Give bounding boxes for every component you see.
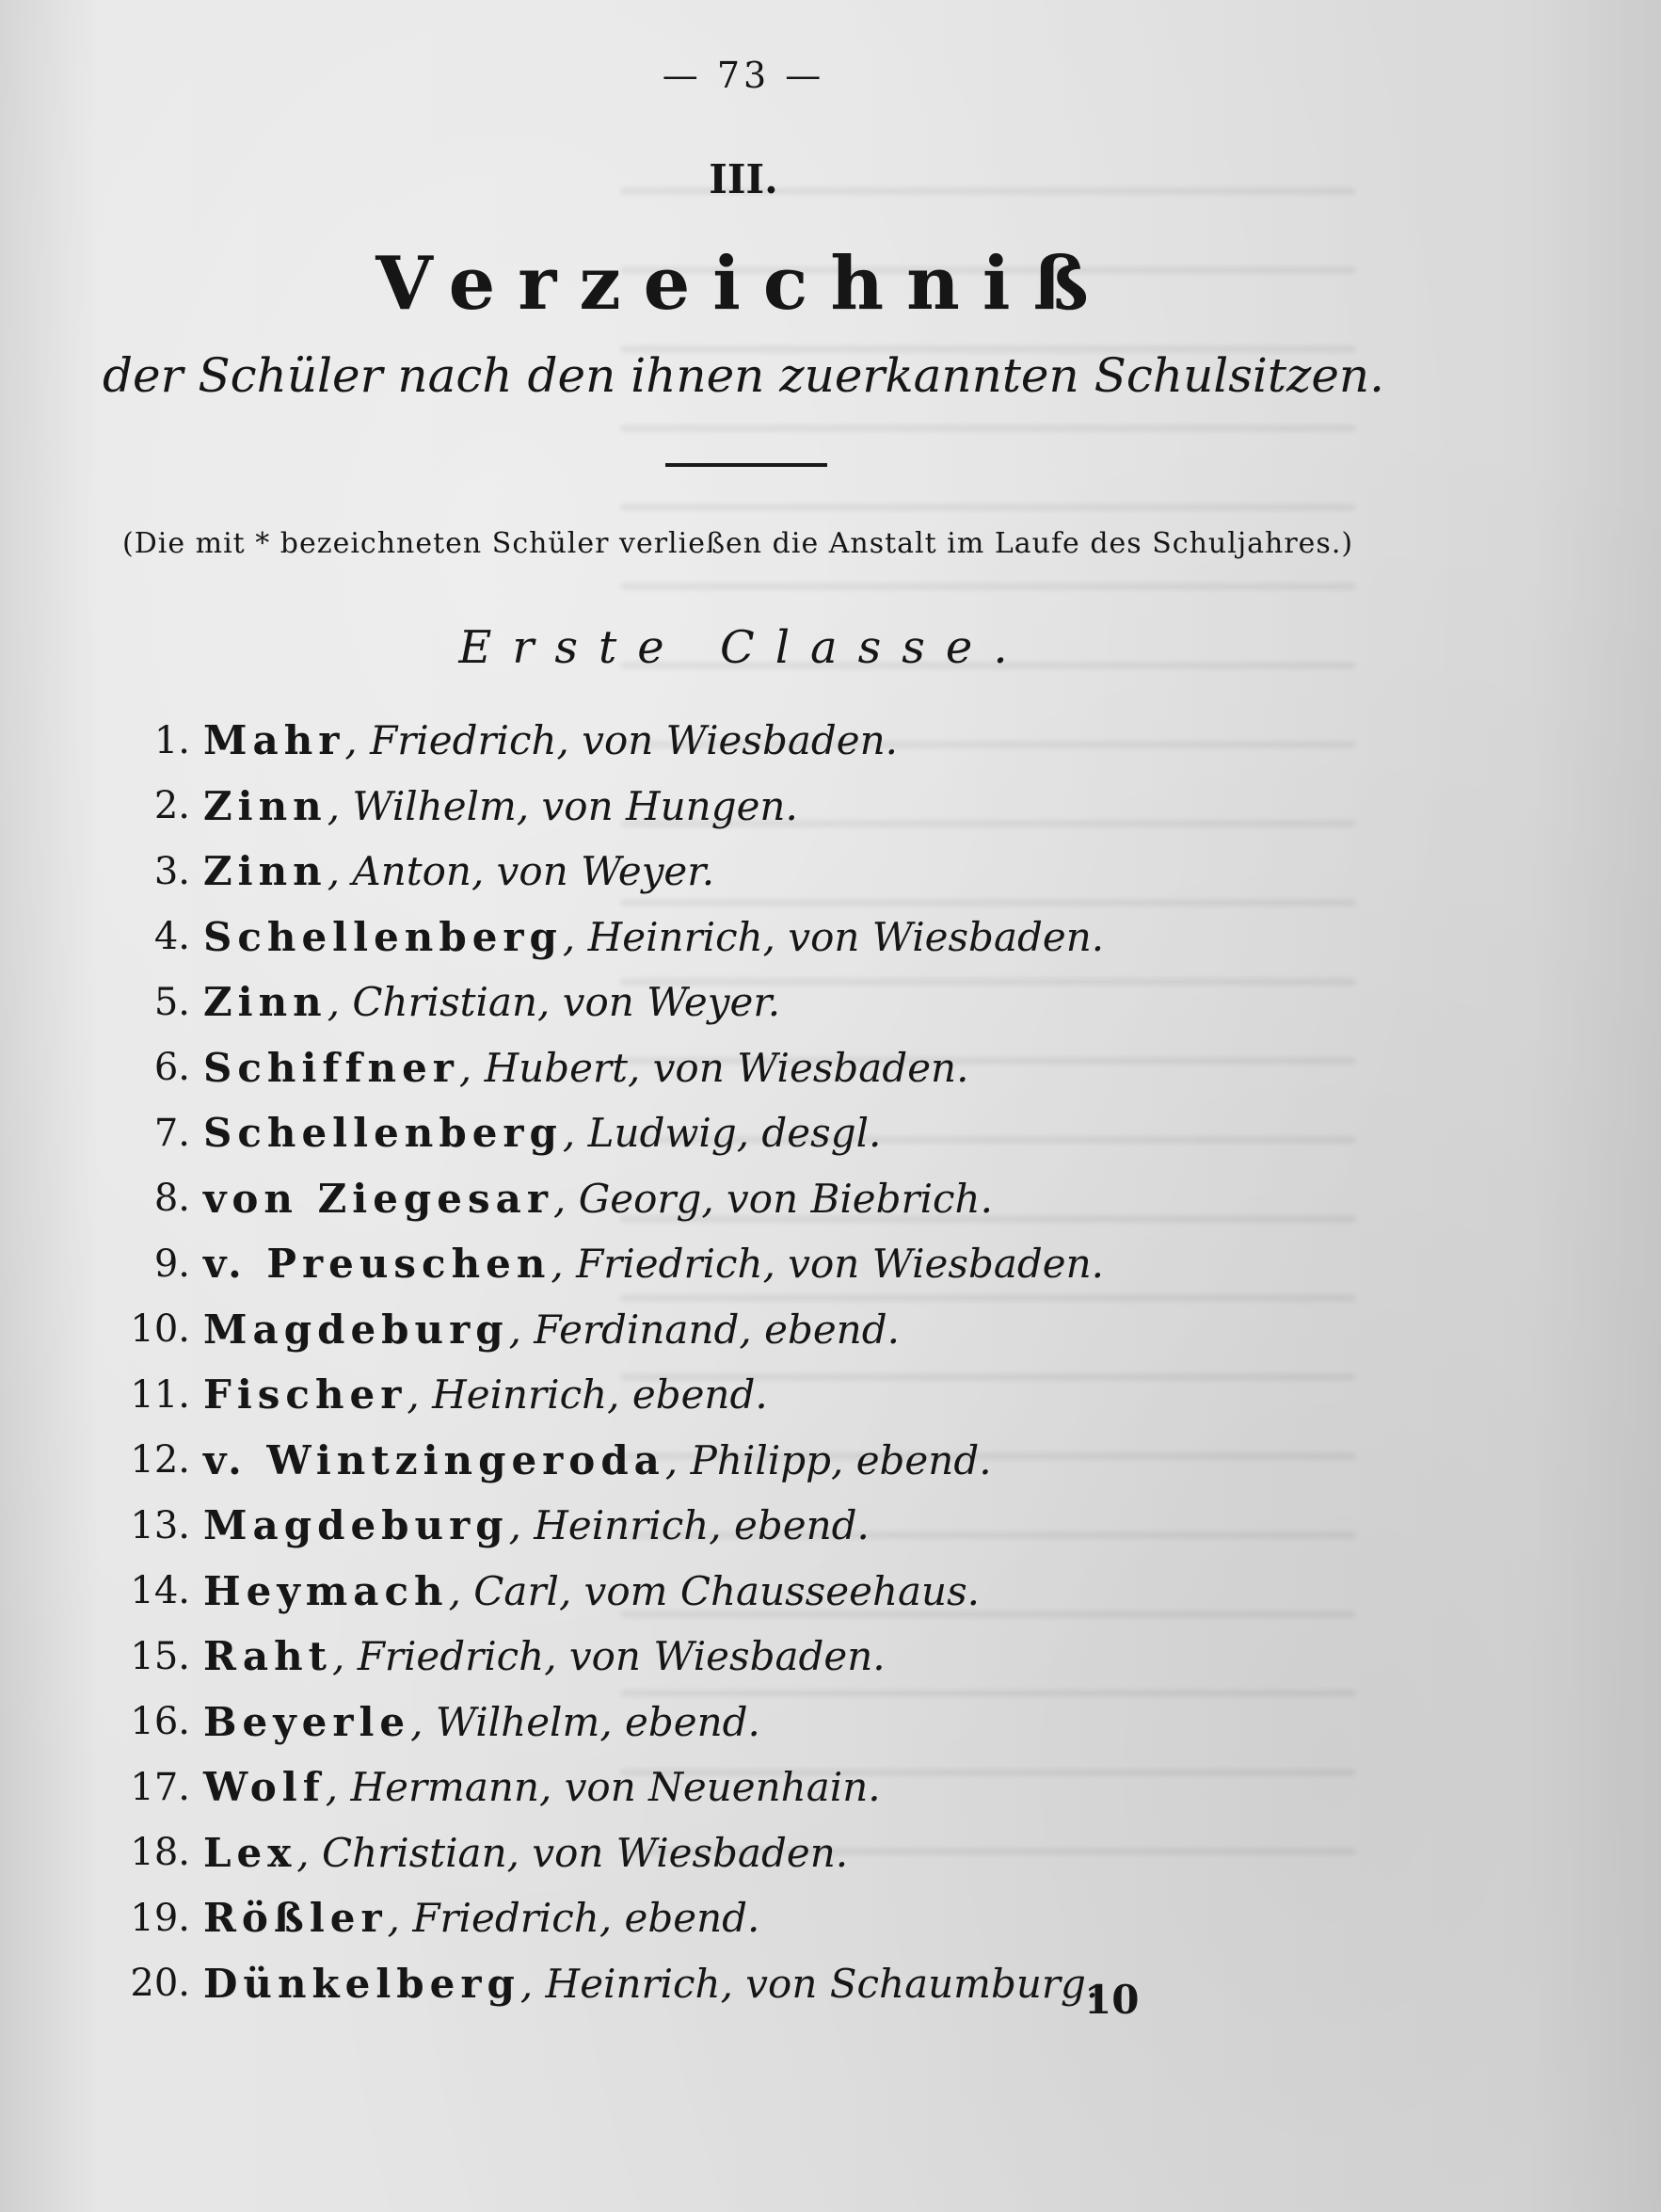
student-surname: Heymach [203, 1567, 449, 1614]
student-surname: Fischer [203, 1371, 407, 1419]
student-details: , Georg, von Biebrich. [553, 1175, 993, 1222]
student-list [113, 708, 1336, 2016]
student-entry [113, 1231, 1336, 1297]
student-number: 4. [153, 915, 190, 959]
student-entry [113, 708, 1336, 774]
student-details: , Friedrich, von Wiesbaden. [551, 1241, 1105, 1288]
student-entry [113, 1035, 1336, 1101]
student-surname: v. Wintzingeroda [203, 1436, 665, 1483]
student-entry [113, 1166, 1336, 1232]
student-entry [113, 1493, 1336, 1559]
student-surname: Schellenberg [203, 913, 563, 960]
student-details: , Heinrich, von Wiesbaden. [562, 913, 1105, 960]
student-surname: Zinn [203, 848, 327, 895]
student-details: , Hubert, von Wiesbaden. [458, 1044, 969, 1091]
student-surname: Zinn [203, 782, 327, 829]
student-surname: Magdeburg [203, 1306, 509, 1353]
student-number: 9. [153, 1242, 190, 1286]
student-entry [113, 1559, 1336, 1625]
student-details: , Friedrich, ebend. [387, 1895, 760, 1942]
student-number: 12. [130, 1438, 190, 1483]
class-heading: Erste Classe. [458, 621, 1029, 674]
student-surname: Mahr [203, 717, 345, 764]
student-number: 7. [153, 1111, 190, 1155]
student-number: 15. [130, 1634, 190, 1678]
student-surname: Dünkelberg [203, 1960, 520, 2007]
printer-signature-mark: 10 [1084, 1977, 1140, 2023]
student-number: 10. [130, 1307, 190, 1352]
student-entry [113, 1755, 1336, 1820]
student-surname: Wolf [203, 1764, 326, 1811]
student-number: 18. [130, 1831, 190, 1875]
student-entry [113, 1362, 1336, 1428]
student-details: , Christian, von Wiesbaden. [296, 1829, 849, 1876]
student-surname: Rößler [203, 1895, 388, 1942]
student-entry [113, 1624, 1336, 1690]
student-entry [113, 1428, 1336, 1494]
student-details: , Ludwig, desgl. [562, 1110, 882, 1157]
student-entry [113, 1297, 1336, 1363]
student-surname: Zinn [203, 979, 327, 1026]
student-entry [113, 839, 1336, 905]
student-number: 5. [153, 980, 190, 1024]
student-entry [113, 1100, 1336, 1166]
student-number: 17. [130, 1765, 190, 1809]
student-details: , Anton, von Weyer. [327, 848, 715, 895]
page-number: — 73 — [662, 55, 825, 96]
student-details: , Heinrich, von Schaumburg. [519, 1960, 1099, 2007]
student-number: 1. [153, 718, 190, 762]
student-entry [113, 1885, 1336, 1951]
student-details: , Hermann, von Neuenhain. [325, 1764, 881, 1811]
student-surname: Lex [203, 1829, 297, 1876]
student-details: , Wilhelm, von Hungen. [327, 782, 798, 829]
student-number: 13. [130, 1503, 190, 1547]
student-number: 20. [130, 1962, 190, 2006]
student-entry [113, 905, 1336, 970]
student-details: , Friedrich, von Wiesbaden. [344, 717, 899, 764]
student-entry [113, 1951, 1336, 2017]
student-surname: Raht [203, 1633, 333, 1680]
student-details: , Christian, von Weyer. [327, 979, 781, 1026]
student-surname: von Ziegesar [203, 1175, 553, 1222]
student-entry [113, 1690, 1336, 1755]
student-number: 8. [153, 1177, 190, 1221]
student-number: 6. [153, 1046, 190, 1090]
page-subtitle: der Schüler nach den ihnen zuerkannten Schulsitzen. [102, 348, 1385, 403]
student-details: , Heinrich, ebend. [508, 1502, 870, 1549]
student-surname: Beyerle [203, 1698, 411, 1745]
student-details: , Wilhelm, ebend. [410, 1698, 760, 1745]
student-number: 2. [153, 784, 190, 828]
student-details: , Ferdinand, ebend. [508, 1306, 900, 1353]
footnote-remark: (Die mit * bezeichneten Schüler verließen die Anstalt im Laufe des Schuljahres.) [122, 527, 1354, 560]
student-number: 16. [130, 1700, 190, 1744]
student-details: , Carl, vom Chausseehaus. [448, 1567, 980, 1614]
student-surname: Schiffner [203, 1044, 459, 1091]
student-number: 14. [130, 1569, 190, 1613]
student-details: , Philipp, ebend. [664, 1436, 992, 1483]
student-surname: Magdeburg [203, 1502, 509, 1549]
student-entry [113, 970, 1336, 1035]
student-details: , Heinrich, ebend. [407, 1371, 768, 1419]
title-divider [665, 463, 827, 467]
student-number: 11. [130, 1372, 190, 1417]
student-entry [113, 1820, 1336, 1886]
student-surname: Schellenberg [203, 1110, 563, 1157]
student-surname: v. Preuschen [203, 1241, 551, 1288]
student-details: , Friedrich, von Wiesbaden. [332, 1633, 886, 1680]
student-entry [113, 774, 1336, 840]
page-title: Verzeichniß [375, 241, 1111, 327]
student-number: 3. [153, 849, 190, 893]
section-number: III. [709, 156, 778, 202]
student-number: 19. [130, 1896, 190, 1940]
